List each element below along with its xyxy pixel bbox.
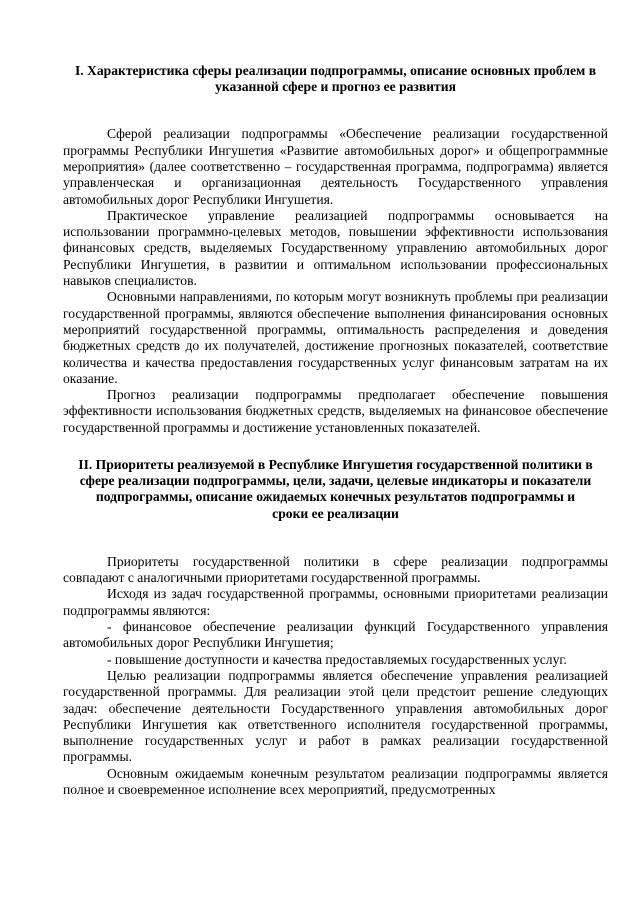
section-1-paragraph: Основными направлениями, по которым могут возникнуть проблемы при реализации государственной программы, являются обеспечение выполнения финансирования основных мероприятий государственной программы, оптимальность распределения и доведения бюджетных средств до их получателей, достижение прогнозных показателей, соответствие количества и качества предоставления государственных услуг финансовым затратам на их оказание. bbox=[63, 289, 608, 386]
section-2-paragraph: Приоритеты государственной политики в сфере реализации подпрограммы совпадают с аналогичными приоритетами государственной программы. bbox=[63, 553, 608, 586]
section-2-title: II. Приоритеты реализуемой в Республике Ингушетия государственной политики в сфере реализации подпрограммы, цели, задачи, целевые индикаторы и показатели подпрограммы, описание ожидаемых конечных результатов подпрограммы и сроки ее реализации bbox=[78, 457, 593, 521]
section-1-paragraph: Сферой реализации подпрограммы «Обеспечение реализации государственной программы Республики Ингушетия «Развитие автомобильных дорог» и общепрограммные мероприятия» (далее соответственно – государственная программа, подпрограмма) является управленческая и организационная деятельность Государственного управления автомобильных дорог Республики Ингушетия. bbox=[63, 126, 608, 207]
section-2-paragraph: Исходя из задач государственной программы, основными приоритетами реализации подпрограммы являются: bbox=[63, 586, 608, 618]
section-1-paragraph: Практическое управление реализацией подпрограммы основывается на использовании программно-целевых методов, повышении эффективности использования финансовых средств, выделяемых Государственному управлению автомобильных дорог Республики Ингушетия, в развитии и оптимальном использовании профессиональных навыков специалистов. bbox=[63, 207, 608, 289]
section-2-paragraph: Целью реализации подпрограммы является обеспечение управления реализацией государственной программы. Для реализации этой цели предстоит решение следующих задач: обеспечение деятельности Государственного управления автомобильных дорог Республики Ингушетия как ответственного исполнителя государственной программы, выполнение государственных услуг и работ в рамках реализации государственной программы. bbox=[63, 667, 608, 765]
section-1-paragraph: Прогноз реализации подпрограммы предполагает обеспечение повышения эффективности использования бюджетных средств, выделяемых на финансовое обеспечение государственной программы и достижение установленных показателей. bbox=[63, 387, 608, 435]
section-1-title: I. Характеристика сферы реализации подпрограммы, описание основных проблем в указанной сфере и прогноз ее развития bbox=[74, 63, 597, 95]
document-body bbox=[63, 63, 608, 798]
section-2-list-item: - повышение доступности и качества предоставляемых государственных услуг. bbox=[107, 651, 567, 667]
section-2-list-item: - финансовое обеспечение реализации функций Государственного управления автомобильных дорог Республики Ингушетия; bbox=[63, 619, 608, 651]
section-2-paragraph: Основным ожидаемым конечным результатом реализации подпрограммы является полное и своевременное исполнение всех мероприятий, предусмотренных bbox=[63, 765, 608, 798]
